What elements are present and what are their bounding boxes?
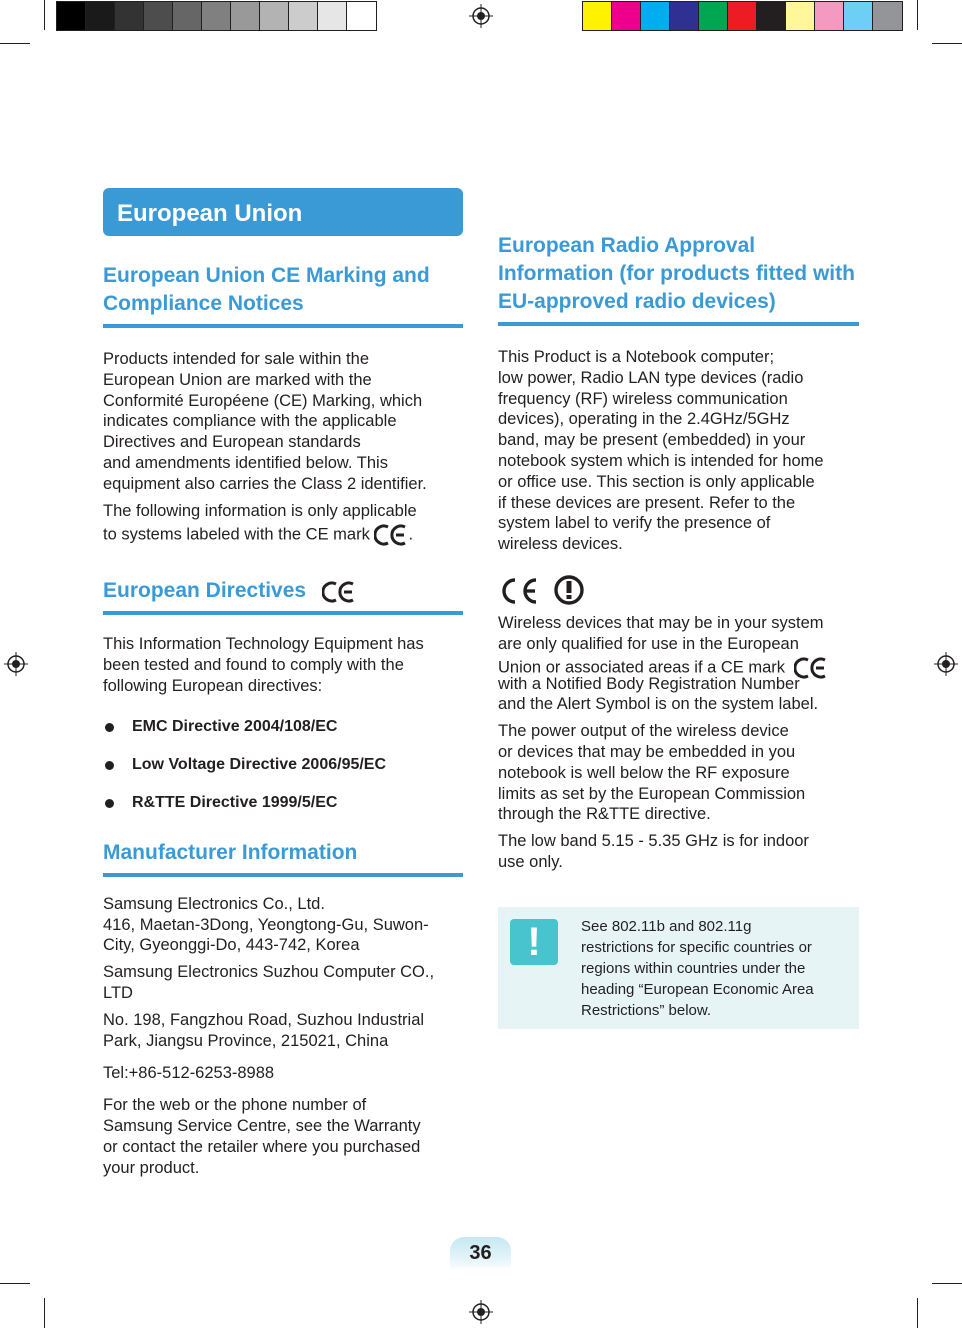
color-swatch: [612, 2, 641, 30]
page-number: 36: [450, 1237, 511, 1270]
text-line: The low band 5.15 - 5.35 GHz is for indoor: [498, 832, 809, 851]
color-swatch: [583, 2, 612, 30]
left-column: [103, 188, 463, 1178]
color-swatch: [260, 2, 289, 30]
text-line: use only.: [498, 852, 563, 871]
text-line: Samsung Service Centre, see the Warranty: [103, 1116, 421, 1135]
text-line: No. 198, Fangzhou Road, Suzhou Industrial: [103, 1010, 425, 1029]
ce-mark-icon: [374, 523, 408, 547]
low-band-paragraph: [498, 831, 859, 873]
text-line: regions within countries under the: [581, 959, 806, 977]
european-directives-heading: European Directives: [103, 577, 463, 615]
heading-line: Information (for products fitted with: [498, 262, 855, 285]
text-line: restrictions for specific countries or: [581, 938, 812, 956]
ce-marking-heading: European Union CE Marking and Compliance Notices: [103, 262, 463, 328]
color-swatch: [57, 2, 86, 30]
color-swatch: [757, 2, 786, 30]
ce-marking-body: [103, 349, 463, 547]
manufacturer-tel: Tel:+86-512-6253-8988: [103, 1064, 275, 1083]
color-swatch: [231, 2, 260, 30]
ce-mark-icon: [322, 580, 356, 604]
color-swatch: [873, 2, 902, 30]
color-swatch: [670, 2, 699, 30]
manufacturer-suzhou-name: [103, 962, 463, 1004]
text-line: band, may be present (embedded) in your: [498, 431, 806, 450]
crop-mark: [932, 1283, 962, 1284]
ce-applicable-paragraph: The following information is only applicable to systems labeled with the CE mark .: [103, 501, 463, 548]
manufacturer-body: [103, 894, 463, 1179]
text-line: 416, Maetan-3Dong, Yeongtong-Gu, Suwon-: [103, 915, 429, 934]
grayscale-color-bar: [56, 1, 377, 31]
color-swatch: [728, 2, 757, 30]
text-line: Samsung Electronics Co., Ltd.: [103, 894, 325, 913]
text-line: or devices that may be embedded in you: [498, 742, 796, 761]
color-swatch: [699, 2, 728, 30]
color-swatch: [144, 2, 173, 30]
text-line: Directives and European standards: [103, 433, 361, 452]
text-line: This Product is a Notebook computer;: [498, 348, 775, 366]
text-line: For the web or the phone number of: [103, 1096, 367, 1115]
ce-marking-paragraph: [103, 349, 463, 495]
text-line: or office use. This section is only applicable: [498, 472, 815, 491]
text-line: See 802.11b and 802.11g: [581, 917, 752, 935]
text-line: Park, Jiangsu Province, 215021, China: [103, 1031, 389, 1050]
text-line: through the R&TTE directive.: [498, 805, 711, 824]
text-line: LTD: [103, 983, 133, 1002]
ce-alert-symbol-icon: [498, 575, 588, 607]
crop-mark: [0, 1283, 30, 1284]
text-line: equipment also carries the Class 2 identifier.: [103, 474, 427, 493]
crop-mark: [932, 43, 962, 44]
heading-line: European Radio Approval: [498, 234, 756, 257]
text-line: European Union are marked with the: [103, 370, 372, 389]
crop-mark: [0, 43, 30, 44]
color-swatch: [815, 2, 844, 30]
text-line: Products intended for sale within the: [103, 350, 369, 368]
crop-mark: [44, 1298, 45, 1328]
bullet-icon: [105, 723, 114, 732]
text-line: been tested and found to comply with the: [103, 656, 404, 675]
directives-list: [103, 717, 463, 831]
registration-mark-icon: [469, 4, 493, 28]
text-line: if these devices are present. Refer to the: [498, 493, 796, 512]
color-swatch: [641, 2, 670, 30]
bullet-icon: [105, 799, 114, 808]
text-line: low power, Radio LAN type devices (radio: [498, 368, 804, 387]
text-line: system label to verify the presence of: [498, 514, 771, 533]
text-line: wireless devices.: [498, 535, 623, 554]
alert-icon: !: [510, 919, 558, 965]
wireless-devices-paragraph: Wireless devices that may be in your system are only qualified for use in the European Union or associated areas if a CE mark with a Notified Body Registration Number and the Alert Symbol is on the system label.: [498, 613, 859, 715]
color-swatch: [202, 2, 231, 30]
registration-mark-icon: [4, 652, 28, 676]
right-column: [498, 232, 859, 1029]
color-swatch: [318, 2, 347, 30]
color-swatch: [86, 2, 115, 30]
text-line: Conformité Européene (CE) Marking, which: [103, 391, 423, 410]
manufacturer-address-china: [103, 1010, 463, 1052]
text-line: notebook is well below the RF exposure: [498, 763, 790, 782]
radio-approval-heading: [498, 232, 859, 326]
text-line: indicates compliance with the applicable: [103, 412, 397, 431]
crop-mark: [44, 0, 45, 30]
note-text: [581, 916, 849, 1021]
text-line: frequency (RF) wireless communication: [498, 389, 788, 408]
process-color-bar: [582, 1, 903, 31]
text-line: devices), operating in the 2.4GHz/5GHz: [498, 410, 790, 429]
note-box: [498, 907, 859, 1029]
bullet-icon: [105, 761, 114, 770]
text-line: heading “European Economic Area: [581, 980, 814, 998]
text-line: limits as set by the European Commission: [498, 784, 806, 803]
color-swatch: [786, 2, 815, 30]
heading-line: EU-approved radio devices): [498, 290, 776, 313]
text-line: and amendments identified below. This: [103, 453, 388, 472]
directives-intro: [103, 634, 463, 696]
registration-mark-icon: [469, 1300, 493, 1324]
radio-intro-paragraph: [498, 347, 859, 555]
power-output-paragraph: [498, 721, 859, 825]
text-line: City, Gyeonggi-Do, 443-742, Korea: [103, 936, 360, 955]
color-swatch: [289, 2, 318, 30]
section-banner: European Union: [103, 188, 463, 236]
color-swatch: [844, 2, 873, 30]
color-swatch: [115, 2, 144, 30]
color-swatch: [173, 2, 202, 30]
text-line: notebook system which is intended for home: [498, 451, 824, 470]
manufacturer-address-korea: [103, 894, 463, 956]
text-line: your product.: [103, 1158, 200, 1177]
registration-mark-icon: [934, 652, 958, 676]
text-line: or contact the retailer where you purchased: [103, 1137, 421, 1156]
text-line: Restrictions” below.: [581, 1001, 712, 1019]
list-item: EMC Directive 2004/108/EC: [103, 717, 463, 755]
manufacturer-heading: Manufacturer Information: [103, 839, 463, 877]
list-item: Low Voltage Directive 2006/95/EC: [103, 755, 463, 793]
warranty-contact: [103, 1095, 463, 1178]
color-swatch: [347, 2, 376, 30]
crop-mark: [917, 1298, 918, 1328]
text-line: Samsung Electronics Suzhou Computer CO.,: [103, 963, 435, 982]
list-item: R&TTE Directive 1999/5/EC: [103, 793, 463, 831]
text-line: This Information Technology Equipment has: [103, 635, 424, 654]
text-line: following European directives:: [103, 676, 323, 695]
text-line: The power output of the wireless device: [498, 722, 789, 741]
crop-mark: [917, 0, 918, 30]
